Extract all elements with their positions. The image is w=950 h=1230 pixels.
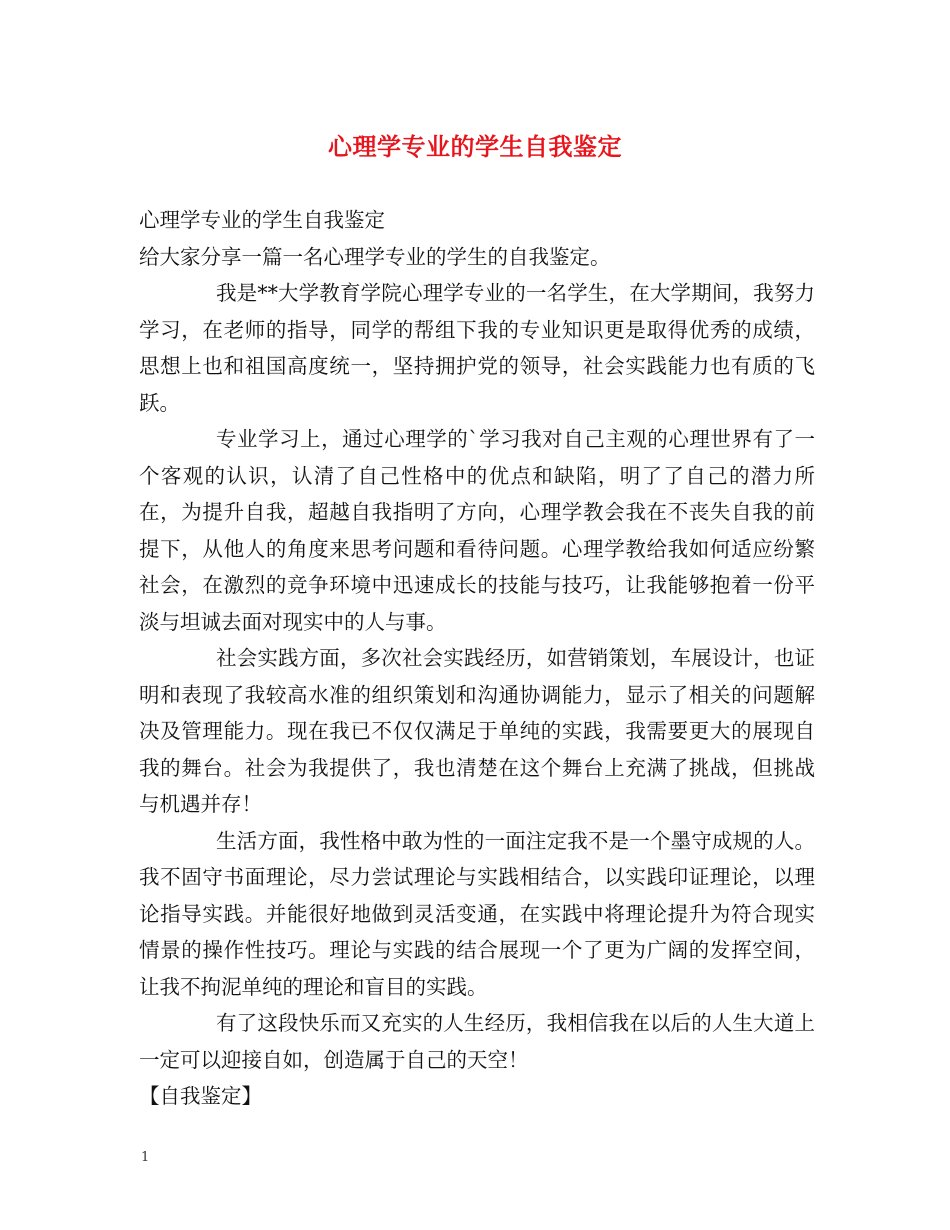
subtitle-line: 心理学专业的学生自我鉴定 — [139, 208, 385, 232]
paragraph-study: 专业学习上，通过心理学的`学习我对自己主观的心理世界有了一个客观的认识，认清了自己性格中的优点和缺陷，明了了自己的潜力所在，为提升自我，超越自我指明了方向，心理学教会我在不丧失自我的前提下，从他人的角度来思考问题和看待问题。心理学教给我如何适应纷繁社会，在激烈的竞争环境中迅速成长的技能与技巧，让我能够抱着一份平淡与坦诚去面对现实中的人与事。 — [139, 427, 815, 634]
paragraph-practice: 社会实践方面，多次社会实践经历，如营销策划，车展设计，也证明和表现了我较高水准的组织策划和沟通协调能力，显示了相关的问题解决及管理能力。现在我已不仅仅满足于单纯的实践，我需要更大的展现自我的舞台。社会为我提供了，我也清楚在这个舞台上充满了挑战，但挑战与机遇并存！ — [139, 646, 815, 816]
paragraph-intro: 我是**大学教育学院心理学专业的一名学生，在大学期间，我努力学习，在老师的指导，同学的帮组下我的专业知识更是取得优秀的成绩，思想上也和祖国高度统一，坚持拥护党的领导，社会实践能力也有质的飞跃。 — [139, 281, 815, 415]
closing-line: 【自我鉴定】 — [139, 1084, 262, 1108]
intro-line: 给大家分享一篇一名心理学专业的学生的自我鉴定。 — [139, 244, 611, 269]
paragraph-life: 生活方面，我性格中敢为性的一面注定我不是一个墨守成规的人。我不固守书面理论，尽力尝试理论与实践相结合，以实践印证理论，以理论指导实践。并能很好地做到灵活变通，在实践中将理论提升为符合现实情景的操作性技巧。理论与实践的结合展现一个了更为广阔的发挥空间，让我不拘泥单纯的理论和盲目的实践。 — [139, 828, 815, 999]
document-body — [139, 202, 815, 1115]
document-title: 心理学专业的学生自我鉴定 — [328, 132, 622, 161]
page-number: 1 — [141, 1150, 150, 1165]
paragraph-conclusion: 有了这段快乐而又充实的人生经历，我相信我在以后的人生大道上一定可以迎接自如，创造属于自己的天空！ — [139, 1011, 815, 1072]
